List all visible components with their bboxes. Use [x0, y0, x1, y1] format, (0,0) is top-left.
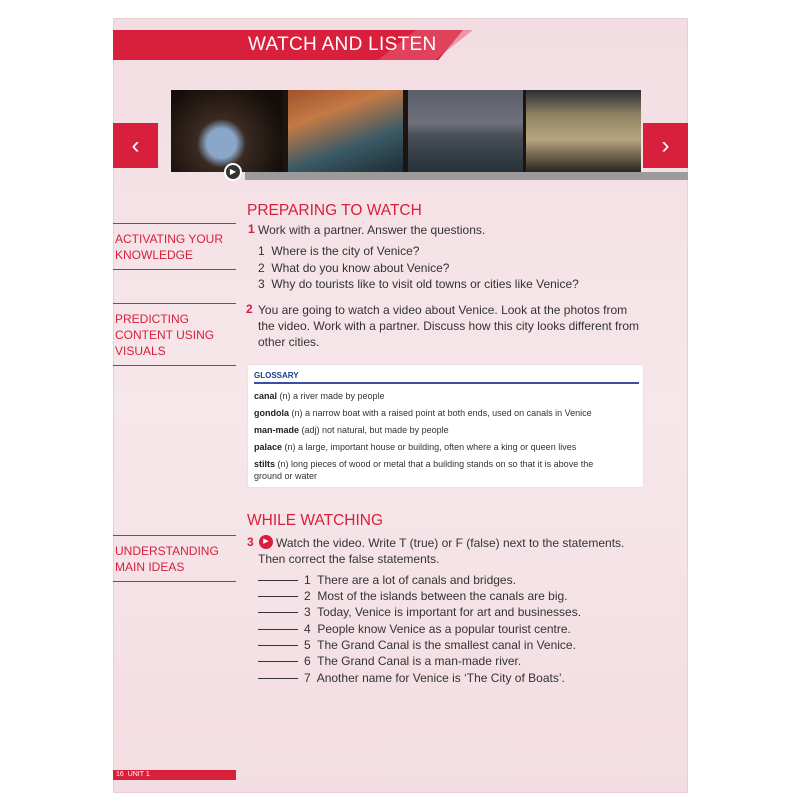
play-icon[interactable]: ▶ [224, 163, 242, 181]
statement-row: 3 Today, Venice is important for art and businesses. [258, 604, 581, 620]
question-text-line: the video. Work with a partner. Discuss how this city looks different from [258, 319, 640, 333]
answer-blank[interactable] [258, 645, 298, 646]
venice-photo-3 [408, 90, 523, 172]
statement-row: 5 The Grand Canal is the smallest canal in Venice. [258, 637, 576, 653]
statement-row: 1 There are a lot of canals and bridges. [258, 572, 516, 588]
skill-label-predicting-content: PREDICTING CONTENT USING VISUALS [113, 303, 236, 366]
statement-row: 6 The Grand Canal is a man-made river. [258, 653, 521, 669]
answer-blank[interactable] [258, 661, 298, 662]
question-text: Work with a partner. Answer the questions. [258, 223, 486, 237]
video-photo-strip [171, 90, 641, 172]
strip-divider [245, 172, 688, 180]
answer-blank[interactable] [258, 629, 298, 630]
skill-label-activating-knowledge: ACTIVATING YOUR KNOWLEDGE [113, 223, 236, 270]
venice-photo-4 [526, 90, 641, 172]
question-number: 1 [248, 222, 255, 236]
question-number: 3 [247, 535, 254, 549]
list-item: 3 Why do tourists like to visit old towns or cities like Venice? [258, 277, 579, 291]
page-footer: 16 UNIT 1 [116, 771, 150, 778]
banner-title: WATCH AND LISTEN [248, 34, 437, 55]
chevron-left-icon[interactable]: ‹ [113, 123, 158, 168]
answer-blank[interactable] [258, 580, 298, 581]
glossary-entry: stilts (n) long pieces of wood or metal that a building stands on so that it is above the ground or water [254, 459, 594, 481]
question-text-line: Then correct the false statements. [258, 552, 440, 566]
glossary-entry: canal (n) a river made by people [254, 391, 385, 401]
list-item: 2 What do you know about Venice? [258, 261, 450, 275]
question-text-line: other cities. [258, 335, 320, 349]
question-number: 2 [246, 302, 253, 316]
glossary-entry: palace (n) a large, important house or building, often where a king or queen lives [254, 442, 577, 452]
answer-blank[interactable] [258, 612, 298, 613]
heading-while-watching: WHILE WATCHING [247, 512, 384, 529]
question-text-line: Watch the video. Write T (true) or F (false) next to the statements. [276, 536, 625, 550]
skill-label-understanding-main-ideas: UNDERSTANDING MAIN IDEAS [113, 535, 236, 582]
statement-row: 7 Another name for Venice is ‘The City of Boats’. [258, 670, 565, 686]
venice-photo-1 [171, 90, 283, 172]
statement-row: 2 Most of the islands between the canals are big. [258, 588, 568, 604]
glossary-box [248, 365, 643, 487]
list-item: 1 Where is the city of Venice? [258, 244, 420, 258]
chevron-right-icon[interactable]: › [643, 123, 688, 168]
answer-blank[interactable] [258, 678, 298, 679]
venice-photo-2 [288, 90, 403, 172]
statement-row: 4 People know Venice as a popular tourist centre. [258, 621, 571, 637]
glossary-entry: man-made (adj) not natural, but made by people [254, 425, 449, 435]
question-text-line: You are going to watch a video about Venice. Look at the photos from [258, 303, 628, 317]
heading-preparing-to-watch: PREPARING TO WATCH [247, 202, 422, 219]
glossary-entry: gondola (n) a narrow boat with a raised point at both ends, used on canals in Venice [254, 408, 592, 418]
glossary-divider [254, 382, 639, 384]
answer-blank[interactable] [258, 596, 298, 597]
glossary-title: GLOSSARY [254, 371, 299, 380]
video-play-icon[interactable]: ▶ [259, 535, 273, 549]
